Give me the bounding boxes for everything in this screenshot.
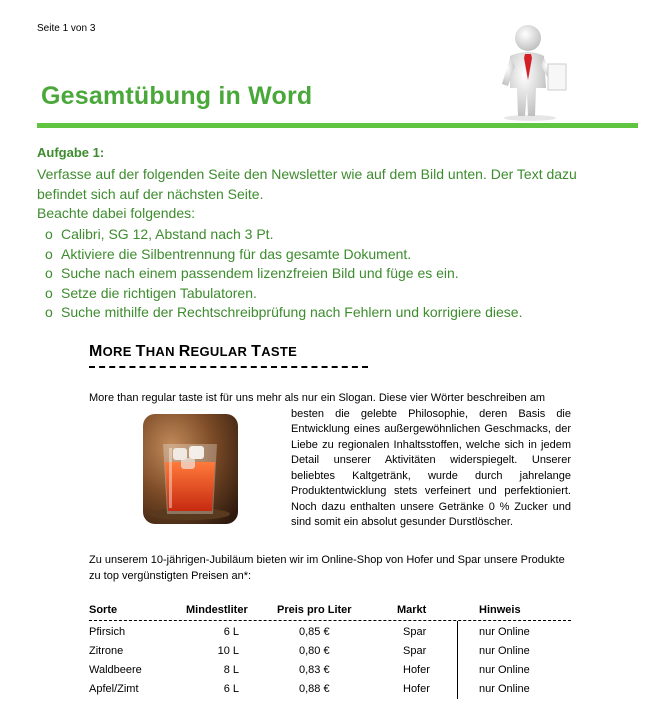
list-item: o Aktiviere die Silbentrennung für das gesamte Dokument. — [37, 245, 522, 265]
table-header-sorte: Sorte — [89, 604, 118, 616]
table-row: Waldbeere 8 L 0,83 € Hofer nur Online — [89, 664, 530, 676]
task-bullet-list — [37, 225, 522, 323]
bullet-marker: o — [45, 226, 53, 242]
table-header-hinweis: Hinweis — [479, 604, 521, 616]
table-vertical-divider — [457, 621, 458, 699]
businessman-figure-icon — [480, 18, 588, 122]
bullet-marker: o — [45, 245, 53, 262]
task-note: Beachte dabei folgendes: — [37, 205, 196, 221]
list-item: o Suche mithilfe der Rechtschreibprüfung nach Fehlern und korrigiere diese. — [37, 303, 522, 323]
newsletter-title: MORE THAN REGULAR TASTE — [89, 343, 298, 360]
table-header-preis: Preis pro Liter — [277, 604, 352, 616]
list-item: o Setze die richtigen Tabulatoren. — [37, 284, 522, 304]
document-title: Gesamtübung in Word — [41, 82, 313, 110]
list-item: o Calibri, SG 12, Abstand nach 3 Pt. — [37, 225, 522, 245]
title-divider — [37, 123, 638, 128]
newsletter-intro-line: More than regular taste ist für uns mehr als nur ein Slogan. Diese vier Wörter beschreiben am — [89, 392, 546, 404]
title-dashed-underline — [89, 366, 368, 368]
table-row: Pfirsich 6 L 0,85 € Spar nur Online — [89, 626, 530, 638]
bullet-marker: o — [45, 284, 53, 301]
table-row: Apfel/Zimt 6 L 0,88 € Hofer nur Online — [89, 683, 530, 695]
task-intro: Verfasse auf der folgenden Seite den Newsletter wie auf dem Bild unten. Der Text dazu befindet sich auf der nächsten Seite. — [37, 166, 577, 202]
task-heading: Aufgabe 1: — [37, 145, 105, 160]
iced-drink-photo — [143, 414, 238, 524]
jubilee-paragraph: Zu unserem 10-jährigen-Jubiläum bieten wir im Online-Shop von Hofer und Spar unsere Produkte zu top vergünstigten Preisen an*: — [89, 554, 565, 582]
bullet-marker: o — [45, 304, 53, 320]
bullet-marker: o — [45, 265, 53, 281]
table-header-mindestliter: Mindestliter — [186, 604, 248, 616]
list-item: o Suche nach einem passendem lizenzfreien Bild und füge es ein. — [37, 264, 522, 284]
newsletter-wrapped-paragraph: besten die gelebte Philosophie, deren Basis die Entwicklung eines außergewöhnlichen Geschmacks, der Liebe zu regionalen Inhaltsstoffen, welche sich in jedem Detail unserer Aktivitäten widerspiegelt. Unserer beliebtes Kaltgetränk, wurde durch jahrelange Produktentwicklung stets verfeinert und perfektioniert. Noch dazu enthalten unsere Getränke 0 % Zucker und sind somit ein absolut gesunder Durstlöscher. — [291, 407, 571, 528]
page-number-label: Seite 1 von 3 — [37, 23, 96, 34]
table-header-markt: Markt — [397, 604, 427, 616]
table-row: Zitrone 10 L 0,80 € Spar nur Online — [89, 645, 530, 657]
table-header-dashed-line — [89, 620, 571, 621]
